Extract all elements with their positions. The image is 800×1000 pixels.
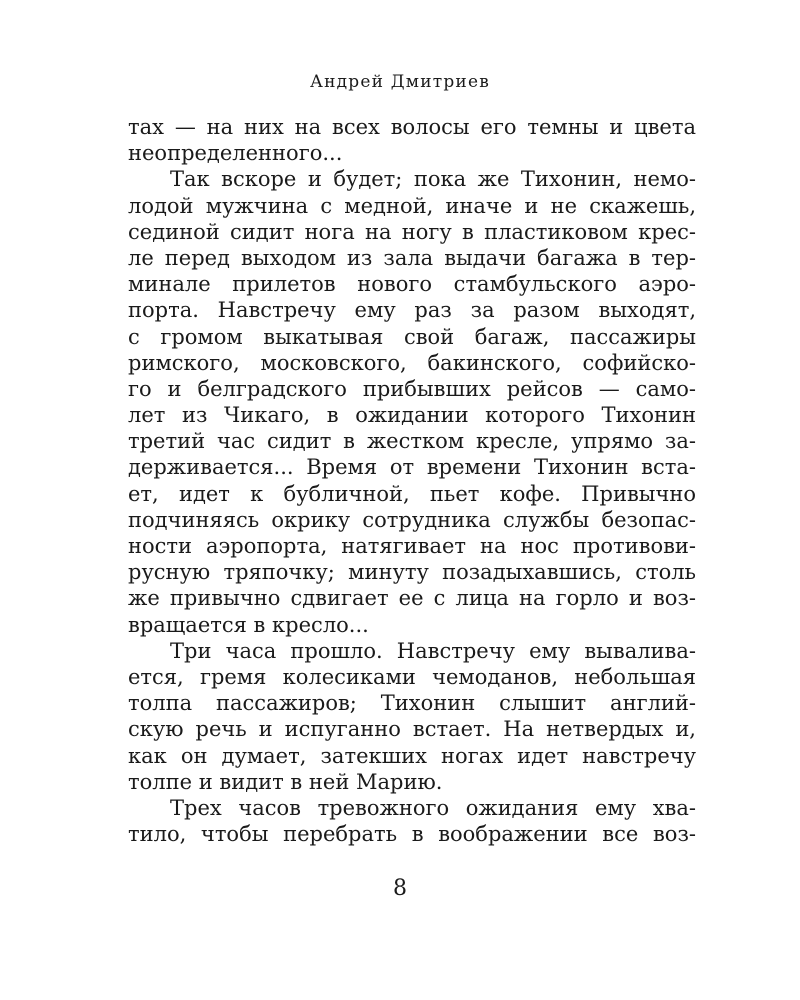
text-line: толпе и видит в ней Марию. <box>128 769 443 794</box>
text-line: Три часа прошло. Навстречу ему вываливa- <box>170 638 696 663</box>
text-line: же привычно сдвигает ее с лица на горло и воз- <box>128 586 696 611</box>
text-line: лет из Чикаго, в ожидании которого Тихонин <box>128 403 696 428</box>
text-line: ется, гремя колесиками чемоданов, небольшая <box>128 664 696 689</box>
running-head: Андрей Дмитриев <box>310 72 490 92</box>
text-line: держивается... Время от времени Тихонин вста- <box>128 455 696 480</box>
text-line: порта. Навстречу ему раз за разом выходят, <box>128 298 696 323</box>
text-line: Так вскоре и будет; пока же Тихонин, немо- <box>170 167 696 192</box>
text-line: как он думает, затекших ногах идет навстречу <box>128 743 696 768</box>
text-line: тах — на них на всех волосы его темны и цвета <box>128 115 696 139</box>
text-line: Трех часов тревожного ожидания ему хва- <box>170 795 696 820</box>
text-line: минале прилетов нового стамбульского аэро- <box>128 272 696 297</box>
text-line: с громом выкатывая свой багаж, пассажиры <box>128 324 696 349</box>
text-line: толпа пассажиров; Тихонин слышит англий- <box>128 691 696 716</box>
page-number: 8 <box>393 876 407 901</box>
body-text <box>128 114 696 847</box>
text-line: ле перед выходом из зала выдачи багажа в тер- <box>128 245 696 270</box>
text-line: неопределенного... <box>128 141 343 166</box>
text-line: подчиняясь окрику сотрудника службы безопас- <box>128 507 696 532</box>
text-line: сединой сидит нога на ногу в пластиковом крес- <box>128 219 696 244</box>
text-line: го и белградского прибывших рейсов — само- <box>128 376 696 401</box>
text-line: ет, идет к бубличной, пьет кофе. Привычно <box>128 481 696 506</box>
text-line: римского, московского, бакинского, софийско- <box>128 350 696 375</box>
text-line: вращается в кресло... <box>128 612 369 637</box>
text-line: лодой мужчина с медной, иначе и не скажешь, <box>128 193 696 218</box>
text-line: русную тряпочку; минуту позадыхавшись, столь <box>128 560 696 585</box>
text-line: скую речь и испуганно встает. На нетвердых и, <box>128 717 696 742</box>
text-line: тило, чтобы перебрать в воображении все воз- <box>128 822 696 847</box>
text-line: третий час сидит в жестком кресле, упрямо за- <box>128 429 696 454</box>
text-line: ности аэропорта, натягивает на нос противови- <box>128 534 696 558</box>
